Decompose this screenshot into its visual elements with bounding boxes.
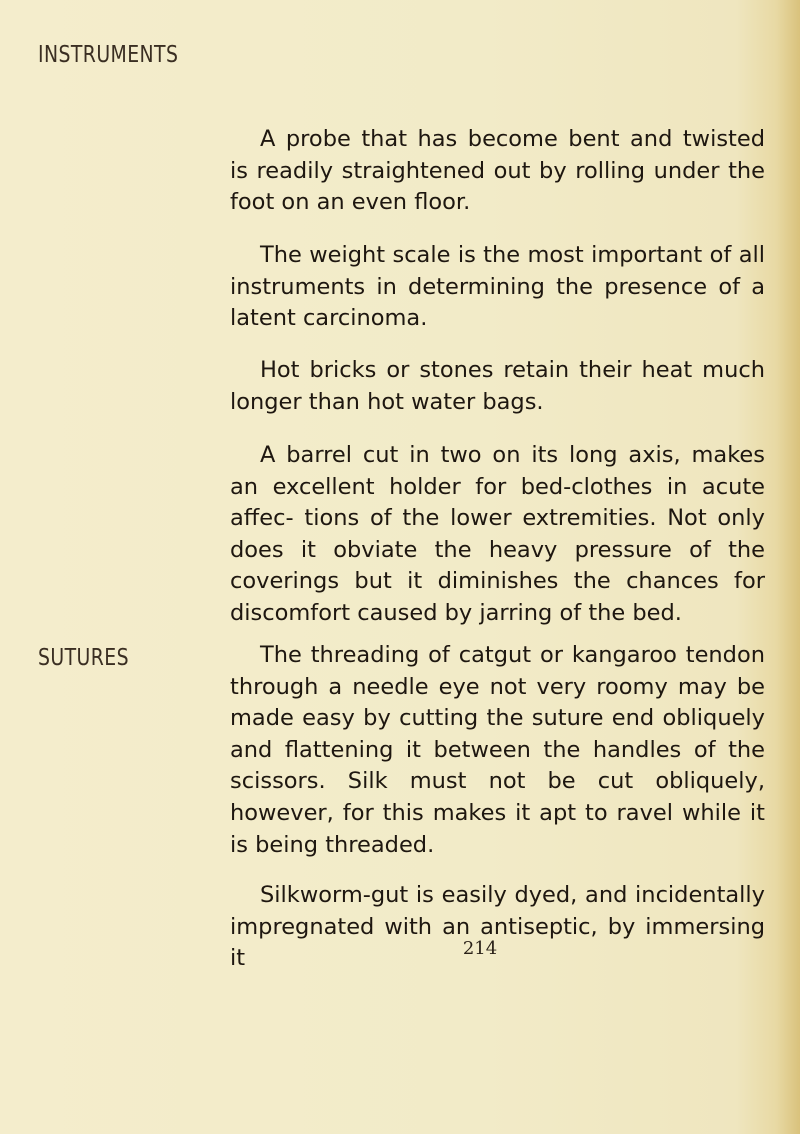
paragraph-hot-bricks: Hot bricks or stones retain their heat much longer than hot water bags.	[230, 357, 765, 415]
paragraph-threading-catgut: The threading of catgut or kangaroo tendon through a needle eye not very roomy may be made easy by cutting the suture end obliquely and flattening it between the handles of the scissors. Silk must not be cut obliquely, however, for this makes it apt to ravel while it is being threaded.	[230, 642, 765, 858]
paragraph-weight-scale: The weight scale is the most important of all instruments in determining the presence of a latent carcinoma.	[230, 242, 765, 332]
page-number: 214	[462, 938, 498, 959]
paragraph-silkworm-gut: Silkworm-gut is easily dyed, and incidentally impregnated with an antiseptic, by immersing it	[230, 882, 765, 972]
paragraph-barrel: A barrel cut in two on its long axis, makes an excellent holder for bed-clothes in acute affec- tions of the lower extremities. Not only does it obviate the heavy pressure of the coverings but it diminishes the chances for discomfort caused by jarring of the bed.	[230, 442, 765, 626]
paragraph-probe: A probe that has become bent and twisted is readily straightened out by rolling under the foot on an even floor.	[230, 126, 765, 216]
margin-heading-sutures: SUTURES	[38, 645, 129, 671]
margin-heading-instruments: INSTRUMENTS	[38, 42, 179, 68]
